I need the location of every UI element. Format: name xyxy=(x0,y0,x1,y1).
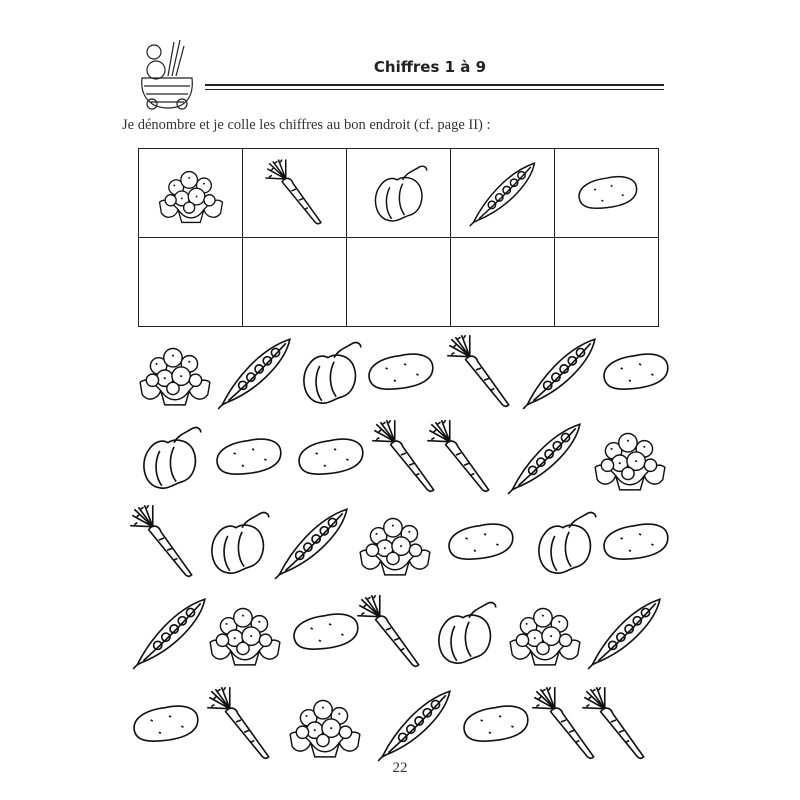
carrot-icon xyxy=(574,681,656,763)
title-rule-thin xyxy=(205,89,664,90)
answer-cell-potato[interactable] xyxy=(555,238,659,327)
potato-icon xyxy=(289,414,371,496)
cauliflower-icon xyxy=(154,154,228,228)
peas-icon xyxy=(214,329,296,411)
instruction-text: Je dénombre et je colle les chiffres au bon endroit (cf. page II) : xyxy=(122,117,491,133)
answer-cell-cauliflower[interactable] xyxy=(139,238,243,327)
potato-icon xyxy=(594,499,676,581)
pepper-icon xyxy=(424,589,506,671)
peas-icon xyxy=(271,499,353,581)
pepper-icon xyxy=(197,499,279,581)
carrot-icon xyxy=(122,499,204,581)
cauliflower-icon xyxy=(504,589,586,671)
potato-icon xyxy=(124,681,206,763)
header-cell-pepper xyxy=(347,149,451,238)
peas-icon xyxy=(466,154,540,228)
carrot-icon xyxy=(439,329,521,411)
cauliflower-icon xyxy=(354,499,436,581)
pepper-icon xyxy=(129,414,211,496)
vegetable-basket-icon xyxy=(128,32,208,112)
answer-row xyxy=(139,238,659,327)
carrot-icon xyxy=(419,414,501,496)
counting-table xyxy=(138,148,659,327)
header-cell-cauliflower xyxy=(139,149,243,238)
potato-icon xyxy=(570,154,644,228)
vegetable-header-row xyxy=(139,149,659,238)
potato-icon xyxy=(439,499,521,581)
answer-cell-carrot[interactable] xyxy=(243,238,347,327)
carrot-icon xyxy=(349,589,431,671)
cauliflower-icon xyxy=(204,589,286,671)
cauliflower-icon xyxy=(589,414,671,496)
peas-icon xyxy=(374,681,456,763)
cauliflower-icon xyxy=(284,681,366,763)
header-cell-carrot xyxy=(243,149,347,238)
peas-icon xyxy=(129,589,211,671)
peas-icon xyxy=(504,414,586,496)
page-title: Chiffres 1 à 9 xyxy=(373,58,487,76)
peas-icon xyxy=(519,329,601,411)
answer-cell-pepper[interactable] xyxy=(347,238,451,327)
title-rule xyxy=(205,84,664,86)
answer-cell-peas[interactable] xyxy=(451,238,555,327)
header-cell-potato xyxy=(555,149,659,238)
peas-icon xyxy=(584,589,666,671)
header-cell-peas xyxy=(451,149,555,238)
page-number: 22 xyxy=(392,760,408,776)
potato-icon xyxy=(207,414,289,496)
potato-icon xyxy=(359,329,441,411)
potato-icon xyxy=(594,329,676,411)
carrot-icon xyxy=(258,154,332,228)
cauliflower-icon xyxy=(134,329,216,411)
pepper-icon xyxy=(362,154,436,228)
carrot-icon xyxy=(199,681,281,763)
